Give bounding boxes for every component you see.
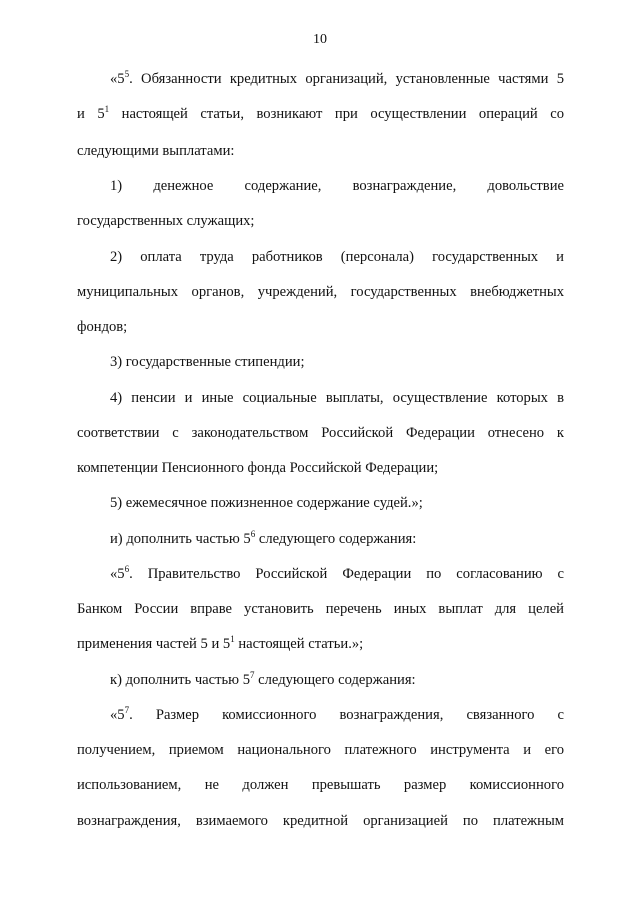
text-fragment: настоящей статьи.»; — [234, 636, 364, 652]
text-line: 2) оплата труда работников (персонала) государственных и — [110, 249, 564, 265]
superscript: 6 — [124, 564, 130, 574]
text-line — [110, 565, 564, 583]
text-fragment: к) дополнить частью 5 — [110, 672, 250, 688]
text-fragment: «5 — [110, 71, 125, 87]
superscript: 5 — [124, 69, 130, 79]
superscript: 1 — [104, 104, 110, 114]
text-line: 1) денежное содержание, вознаграждение, довольствие — [110, 178, 564, 194]
text-line: муниципальных органов, учреждений, государственных внебюджетных — [77, 284, 564, 300]
text-line — [110, 70, 564, 88]
text-fragment: следующего содержания: — [254, 672, 416, 688]
page-number: 10 — [313, 32, 327, 47]
text-fragment: «5 — [110, 707, 125, 723]
text-fragment: «5 — [110, 566, 125, 582]
superscript: 7 — [250, 670, 255, 680]
superscript: 6 — [250, 529, 256, 539]
text-line — [110, 671, 416, 689]
text-fragment: . Обязанности кредитных организаций, установленные частями 5 — [129, 71, 564, 87]
text-line — [77, 635, 363, 653]
text-line: Банком России вправе установить перечень иных выплат для целей — [77, 601, 564, 617]
text-line: вознаграждения, взимаемого кредитной организацией по платежным — [77, 813, 564, 829]
text-line: получением, приемом национального платежного инструмента и его — [77, 742, 564, 758]
text-fragment: применения частей 5 и 5 — [77, 636, 231, 652]
superscript: 7 — [124, 705, 130, 715]
text-fragment: и 5 — [77, 106, 105, 122]
text-line — [110, 530, 416, 548]
text-line: использованием, не должен превышать размер комиссионного — [77, 777, 564, 793]
text-line: компетенции Пенсионного фонда Российской Федерации; — [77, 460, 439, 476]
superscript: 1 — [230, 634, 235, 644]
text-line — [110, 706, 564, 724]
text-line: 4) пенсии и иные социальные выплаты, осуществление которых в — [110, 390, 564, 406]
text-fragment: и) дополнить частью 5 — [110, 531, 251, 547]
text-fragment: . Правительство Российской Федерации по согласованию с — [129, 566, 564, 582]
text-line — [77, 105, 564, 123]
text-line: следующими выплатами: — [77, 143, 235, 159]
text-line: государственных служащих; — [77, 213, 255, 229]
text-line: 3) государственные стипендии; — [110, 354, 305, 370]
text-line: 5) ежемесячное пожизненное содержание судей.»; — [110, 495, 423, 511]
text-line: фондов; — [77, 319, 128, 335]
text-fragment: настоящей статьи, возникают при осуществлении операций со — [109, 106, 564, 122]
text-fragment: следующего содержания: — [255, 531, 417, 547]
text-fragment: . Размер комиссионного вознаграждения, связанного с — [129, 707, 564, 723]
text-line: соответствии с законодательством Российской Федерации отнесено к — [77, 425, 564, 441]
